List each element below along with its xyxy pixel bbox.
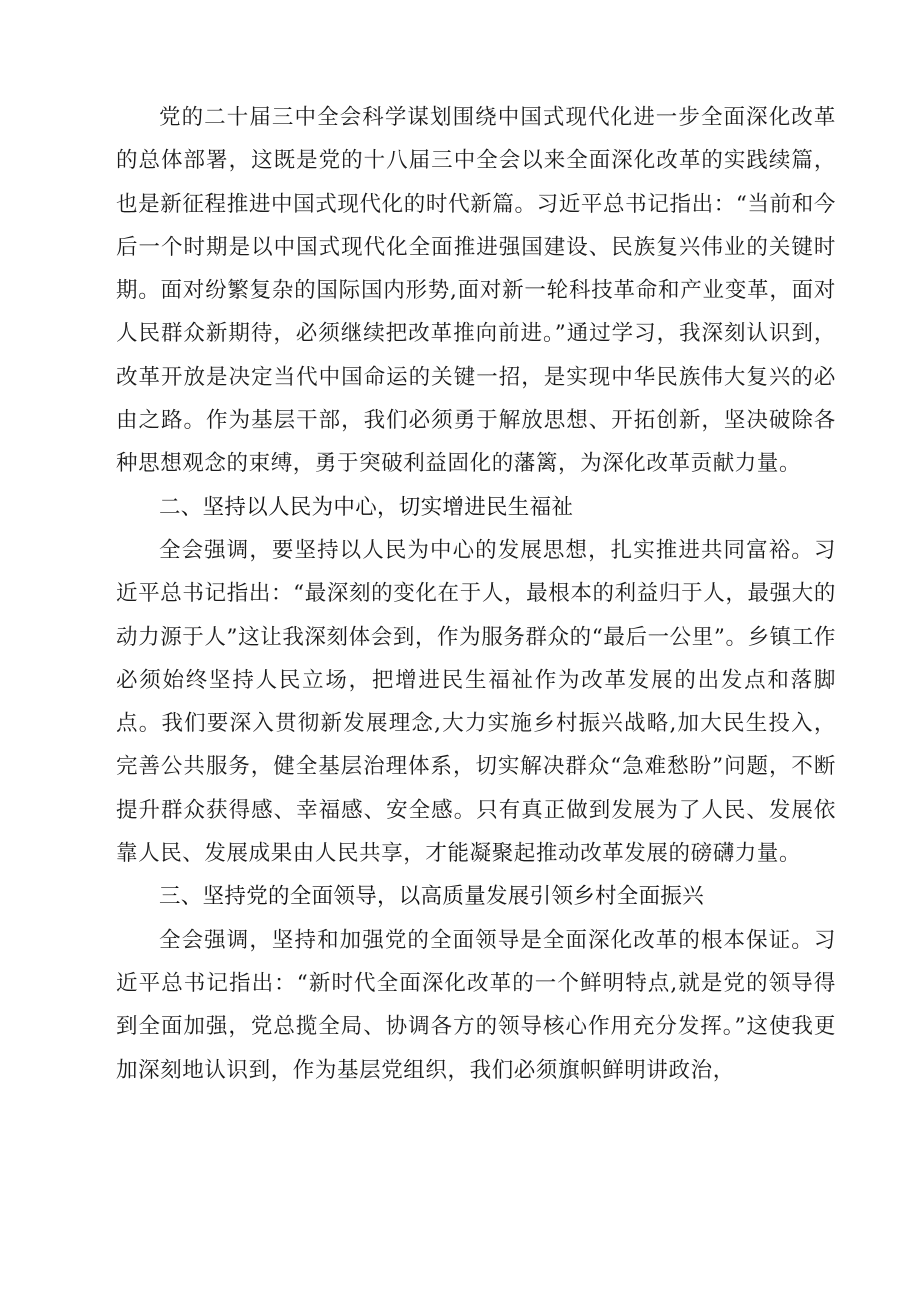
section-heading-3: 三、坚持党的全面领导，以高质量发展引领乡村全面振兴 [159, 884, 705, 910]
document-body [116, 96, 836, 1092]
paragraph-intro: 党的二十届三中全会科学谋划围绕中国式现代化进一步全面深化改革的总体部署，这既是党的十八届三中全会以来全面深化改革的实践续篇，也是新征程推进中国式现代化的时代新篇。习近平总书记指出：“当前和今后一个时期是以中国式现代化全面推进强国建设、民族复兴伟业的关键时期。面对纷繁复杂的国际国内形势,面对新一轮科技革命和产业变革，面对人民群众新期待，必须继续把改革推向前进。”通过学习，我深刻认识到，改革开放是决定当代中国命运的关键一招，是实现中华民族伟大复兴的必由之路。作为基层干部，我们必须勇于解放思想、开拓创新，坚决破除各种思想观念的束缚，勇于突破利益固化的藩篱，为深化改革贡献力量。 [116, 105, 836, 477]
paragraph-section-2: 全会强调，要坚持以人民为中心的发展思想，扎实推进共同富裕。习近平总书记指出：“最深刻的变化在于人，最根本的利益归于人，最强大的动力源于人”这让我深刻体会到，作为服务群众的“最后一公里”。乡镇工作必须始终坚持人民立场，把增进民生福祉作为改革发展的出发点和落脚点。我们要深入贯彻新发展理念,大力实施乡村振兴战略,加大民生投入，完善公共服务，健全基层治理体系，切实解决群众“急难愁盼”问题，不断提升群众获得感、幸福感、安全感。只有真正做到发展为了人民、发展依靠人民、发展成果由人民共享，才能凝聚起推动改革发展的磅礴力量。 [116, 537, 836, 867]
paragraph-section-3: 全会强调，坚持和加强党的全面领导是全面深化改革的根本保证。习近平总书记指出：“新时代全面深化改革的一个鲜明特点,就是党的领导得到全面加强，党总揽全局、协调各方的领导核心作用充分发挥。”这使我更加深刻地认识到，作为基层党组织，我们必须旗帜鲜明讲政治， [116, 927, 836, 1083]
section-heading-2: 二、坚持以人民为中心，切实增进民生福祉 [159, 494, 574, 520]
